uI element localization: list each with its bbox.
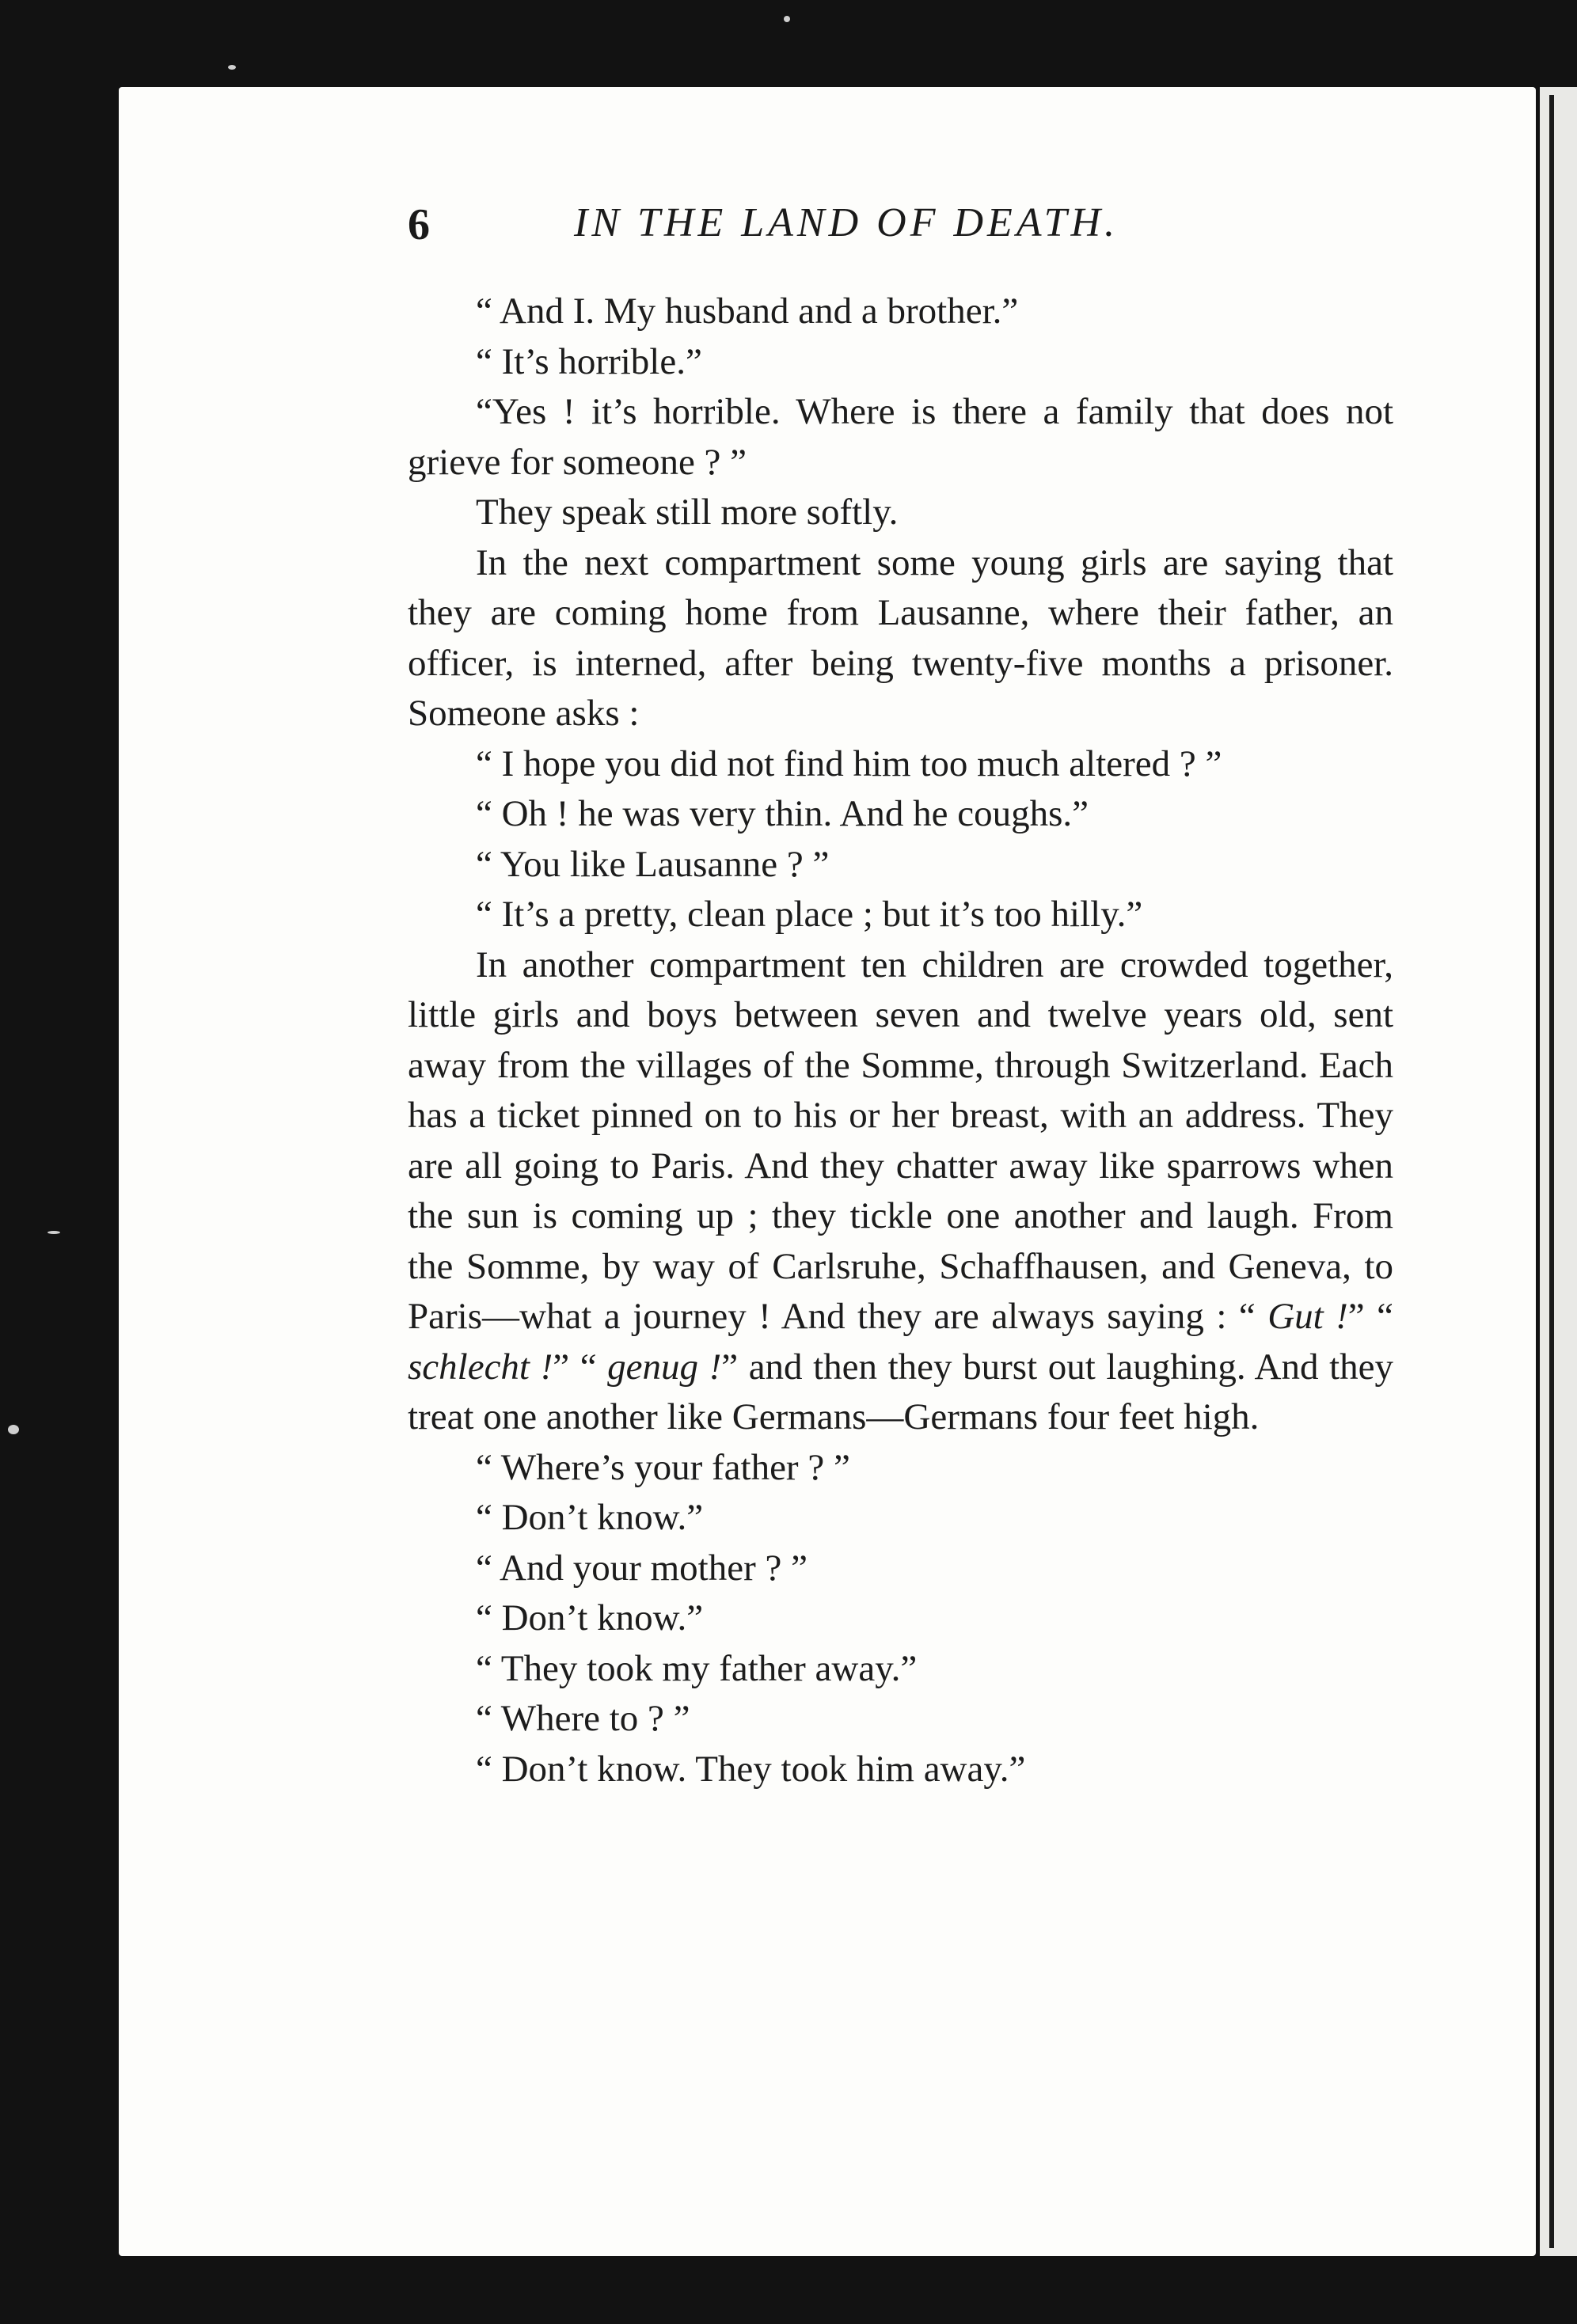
dust-speck [784, 16, 790, 22]
paragraph: “ And I. My husband and a brother.” [476, 290, 1019, 332]
paragraph: “ And your mother ? ” [476, 1547, 808, 1589]
paragraph: “ You like Lausanne ? ” [476, 843, 830, 885]
quote-mark: ” [553, 1346, 580, 1388]
paragraph: “ It’s horrible.” [476, 340, 702, 382]
quote-mark: “ [1238, 1296, 1268, 1337]
dust-speck [228, 65, 236, 70]
german-word-schlecht: schlecht ! [408, 1346, 553, 1388]
paragraph: In the next compartment some young girls are saying that they are coming home from Lausanne, where their father, an officer, is interned, after being twenty-five months a prisoner. Someone asks : [408, 541, 1393, 734]
paragraph: “ Oh ! he was very thin. And he coughs.” [476, 793, 1089, 834]
paragraph: “ Where’s your father ? ” [476, 1446, 850, 1488]
german-word-genug: genug ! [607, 1346, 722, 1388]
dust-speck [48, 1231, 60, 1234]
paragraph-children [408, 940, 1393, 1443]
paragraph: “ Don’t know.” [476, 1597, 704, 1639]
paragraph: They speak still more softly. [476, 492, 899, 533]
paragraph-children-continuation: and then they burst out laughing. And they treat one another like Germans—Germans four feet high. [408, 1346, 1393, 1437]
page-number: 6 [408, 200, 430, 249]
quote-mark: ” [1347, 1296, 1378, 1337]
next-page-edge [1540, 87, 1577, 2256]
quote-mark: ” [721, 1346, 749, 1388]
quote-mark: “ [1377, 1296, 1393, 1337]
paragraph-children-text: In another compartment ten children are crowded together, little girls and boys between seven and twelve years old, sent away from the villages of the Somme, through Switzerland. Each has a ticket pinned on to his or her breast, with an address. They are all going to Paris. And they chatter away like sparrows when the sun is coming up ; they tickle one another and laugh. From the Somme, by way of Carlsruhe, Schaffhausen, and Geneva, to Paris—what a journey ! And they are always saying : [408, 944, 1393, 1337]
quote-mark: “ [580, 1346, 608, 1388]
paragraph: “ They took my father away.” [476, 1647, 918, 1689]
running-head [408, 199, 1393, 255]
paragraph: “ Don’t know. They took him away.” [476, 1748, 1026, 1790]
dust-speck [8, 1425, 19, 1434]
paragraph: “ Don’t know.” [476, 1497, 704, 1538]
paragraph: “ Where to ? ” [476, 1698, 690, 1739]
body-text [408, 287, 1393, 1794]
book-title: IN THE LAND OF DEATH. [574, 200, 1119, 245]
paragraph: “ I hope you did not find him too much altered ? ” [476, 742, 1222, 784]
page-gutter-line [1549, 95, 1554, 2248]
paragraph: “Yes ! it’s horrible. Where is there a family that does not grieve for someone ? ” [408, 391, 1393, 483]
paragraph: “ It’s a pretty, clean place ; but it’s too hilly.” [476, 894, 1143, 935]
german-word-gut: Gut ! [1267, 1296, 1348, 1337]
